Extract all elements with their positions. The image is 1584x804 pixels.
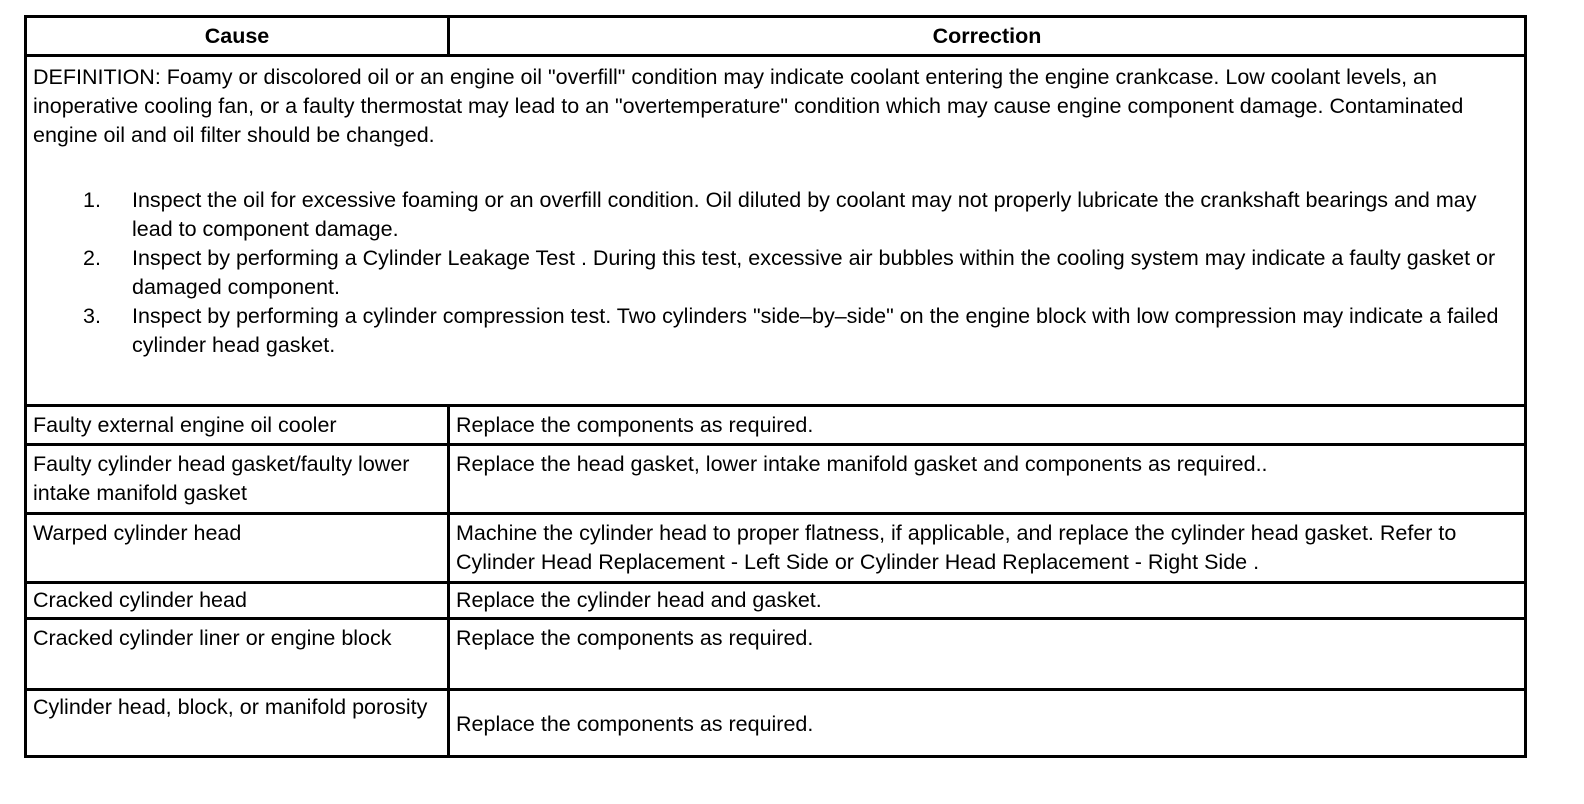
table-row xyxy=(26,583,1526,619)
correction-cell: Replace the components as required. xyxy=(449,690,1526,757)
step-text: Inspect by performing a Cylinder Leakage Test . During this test, excessive air bubbles within the cooling system may indicate a faulty gasket or damaged component. xyxy=(132,246,1496,299)
table-row xyxy=(26,690,1526,757)
cause-cell: Cracked cylinder liner or engine block xyxy=(26,619,449,690)
cause-cell: Faulty external engine oil cooler xyxy=(26,406,449,445)
cause-cell: Warped cylinder head xyxy=(26,514,449,583)
table-row xyxy=(26,514,1526,583)
step-number: 3. xyxy=(83,304,101,328)
correction-cell: Replace the cylinder head and gasket. xyxy=(449,583,1526,619)
table-row xyxy=(26,406,1526,445)
correction-cell: Replace the components as required. xyxy=(449,619,1526,690)
correction-header: Correction xyxy=(449,17,1526,56)
step-text: Inspect by performing a cylinder compression test. Two cylinders "side–by–side" on the engine block with low compression may indicate a failed cylinder head gasket. xyxy=(132,304,1499,357)
cause-header: Cause xyxy=(26,17,449,56)
definition-cell xyxy=(26,56,1526,406)
correction-cell: Replace the components as required. xyxy=(449,406,1526,445)
correction-cell: Machine the cylinder head to proper flatness, if applicable, and replace the cylinder head gasket. Refer to Cylinder Head Replacement - Left Side or Cylinder Head Replacement - Right Side . xyxy=(449,514,1526,583)
step-item xyxy=(33,186,1518,244)
cause-cell: Cylinder head, block, or manifold porosity xyxy=(26,690,449,757)
definition-text: DEFINITION: Foamy or discolored oil or an engine oil "overfill" condition may indicate coolant entering the engine crankcase. Low coolant levels, an inoperative cooling fan, or a faulty thermostat may lead to an "overtemperature" condition which may cause engine component damage. Contaminated engine oil and oil filter should be changed. xyxy=(33,65,1464,147)
cause-cell: Faulty cylinder head gasket/faulty lower intake manifold gasket xyxy=(26,445,449,514)
inspection-steps xyxy=(33,186,1518,360)
table-row xyxy=(26,445,1526,514)
step-item xyxy=(33,244,1518,302)
table-row xyxy=(26,619,1526,690)
step-number: 2. xyxy=(83,246,101,270)
correction-cell: Replace the head gasket, lower intake manifold gasket and components as required.. xyxy=(449,445,1526,514)
diagnostic-table xyxy=(24,15,1527,758)
definition-row xyxy=(26,56,1526,406)
step-text: Inspect the oil for excessive foaming or an overfill condition. Oil diluted by coolant may not properly lubricate the crankshaft bearings and may lead to component damage. xyxy=(132,188,1477,241)
step-number: 1. xyxy=(83,188,101,212)
header-row xyxy=(26,17,1526,56)
cause-cell: Cracked cylinder head xyxy=(26,583,449,619)
step-item xyxy=(33,302,1518,360)
